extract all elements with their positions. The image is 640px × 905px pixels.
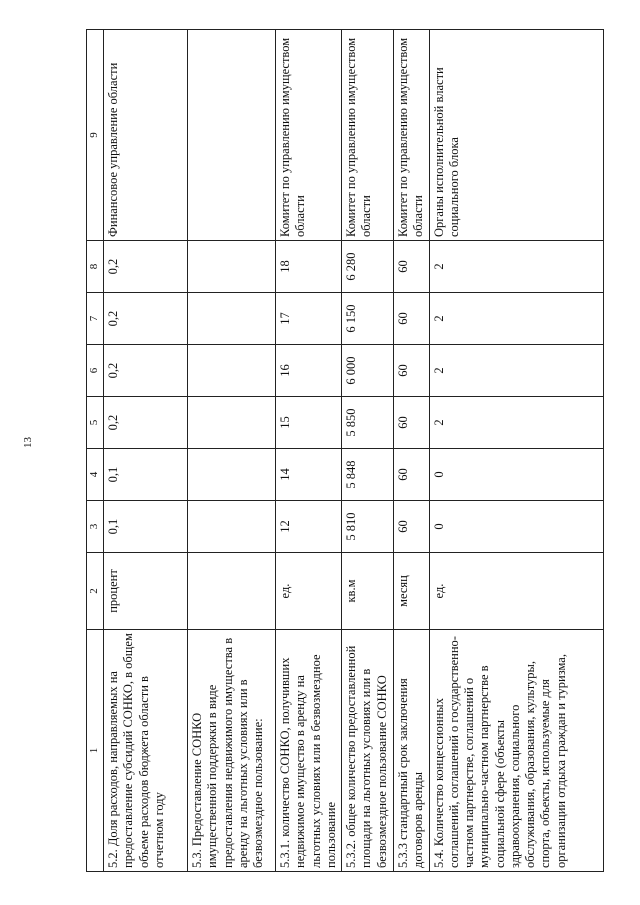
table-row: [188, 30, 276, 872]
responsible-cell: Финансовое управление области: [104, 30, 188, 241]
col-header: 6: [87, 345, 104, 397]
value-cell: 2: [429, 241, 604, 293]
table-row: [104, 30, 188, 872]
value-cell: 0,1: [104, 501, 188, 553]
value-cell: 0,1: [104, 449, 188, 501]
value-cell: 12: [276, 501, 342, 553]
indicators-table: [86, 29, 604, 872]
col-header: 1: [87, 630, 104, 872]
responsible-cell: Органы исполнительной власти социального блока: [429, 30, 604, 241]
value-cell: 0: [429, 449, 604, 501]
value-cell: [188, 449, 276, 501]
value-cell: 5 850: [342, 397, 394, 449]
value-cell: 60: [394, 293, 430, 345]
indicator-name: 5.3. Предоставление СОНКО имущественной поддержки в виде предоставления недвижимого имущества в аренду на льготных условиях или в безвозмездное пользование:: [188, 630, 276, 872]
indicator-name: 5.3.2. общее количество предоставленной площади на льготных условиях или в безвозмездное пользование СОНКО: [342, 630, 394, 872]
value-cell: 16: [276, 345, 342, 397]
value-cell: 0: [429, 501, 604, 553]
value-cell: 60: [394, 345, 430, 397]
responsible-cell: Комитет по управлению имуществом области: [342, 30, 394, 241]
table-row: [429, 30, 604, 872]
indicator-name: 5.3.1. количество СОНКО, получивших недвижимое имущество в аренду на льготных условиях или в безвозмездное пользование: [276, 630, 342, 872]
rotated-table-wrapper: [86, 30, 604, 872]
value-cell: 0,2: [104, 345, 188, 397]
value-cell: 0,2: [104, 397, 188, 449]
indicator-name: 5.3.3 стандартный срок заключения договоров аренды: [394, 630, 430, 872]
value-cell: [188, 293, 276, 345]
value-cell: [188, 397, 276, 449]
indicator-name: 5.2. Доля расходов, направляемых на предоставление субсидий СОНКО, в общем объеме расходов бюджета области в отчетном году: [104, 630, 188, 872]
unit-cell: ед.: [276, 553, 342, 630]
col-header: 7: [87, 293, 104, 345]
col-header: 3: [87, 501, 104, 553]
value-cell: 15: [276, 397, 342, 449]
unit-cell: процент: [104, 553, 188, 630]
value-cell: 5 848: [342, 449, 394, 501]
col-header: 9: [87, 30, 104, 241]
indicator-name: 5.4. Количество концессионных соглашений, соглашений о государственно-частном партнерстве, соглашений о муниципально-частном партнерстве в социальной сфере (объекты здравоохранения, социального обслуживания, образования, культуры, спорта, объекты, используемые для организации отдыха граждан и туризма,: [429, 630, 604, 872]
value-cell: 18: [276, 241, 342, 293]
value-cell: 2: [429, 293, 604, 345]
value-cell: 14: [276, 449, 342, 501]
responsible-cell: Комитет по управлению имуществом области: [276, 30, 342, 241]
responsible-cell: [188, 30, 276, 241]
value-cell: [188, 241, 276, 293]
value-cell: 60: [394, 501, 430, 553]
value-cell: 2: [429, 345, 604, 397]
value-cell: 0,2: [104, 241, 188, 293]
unit-cell: [188, 553, 276, 630]
value-cell: 17: [276, 293, 342, 345]
value-cell: 6 150: [342, 293, 394, 345]
table-row: [394, 30, 430, 872]
value-cell: 60: [394, 397, 430, 449]
value-cell: 60: [394, 241, 430, 293]
unit-cell: месяц: [394, 553, 430, 630]
table-row: [342, 30, 394, 872]
page-number: 13: [22, 437, 34, 448]
responsible-cell: Комитет по управлению имуществом области: [394, 30, 430, 241]
value-cell: [188, 501, 276, 553]
value-cell: 2: [429, 397, 604, 449]
col-header: 8: [87, 241, 104, 293]
value-cell: 5 810: [342, 501, 394, 553]
col-header: 2: [87, 553, 104, 630]
col-header: 4: [87, 449, 104, 501]
col-header: 5: [87, 397, 104, 449]
value-cell: 6 000: [342, 345, 394, 397]
unit-cell: ед.: [429, 553, 604, 630]
value-cell: 0,2: [104, 293, 188, 345]
header-row: [87, 30, 104, 872]
value-cell: [188, 345, 276, 397]
unit-cell: кв.м: [342, 553, 394, 630]
value-cell: 6 280: [342, 241, 394, 293]
table-row: [276, 30, 342, 872]
value-cell: 60: [394, 449, 430, 501]
